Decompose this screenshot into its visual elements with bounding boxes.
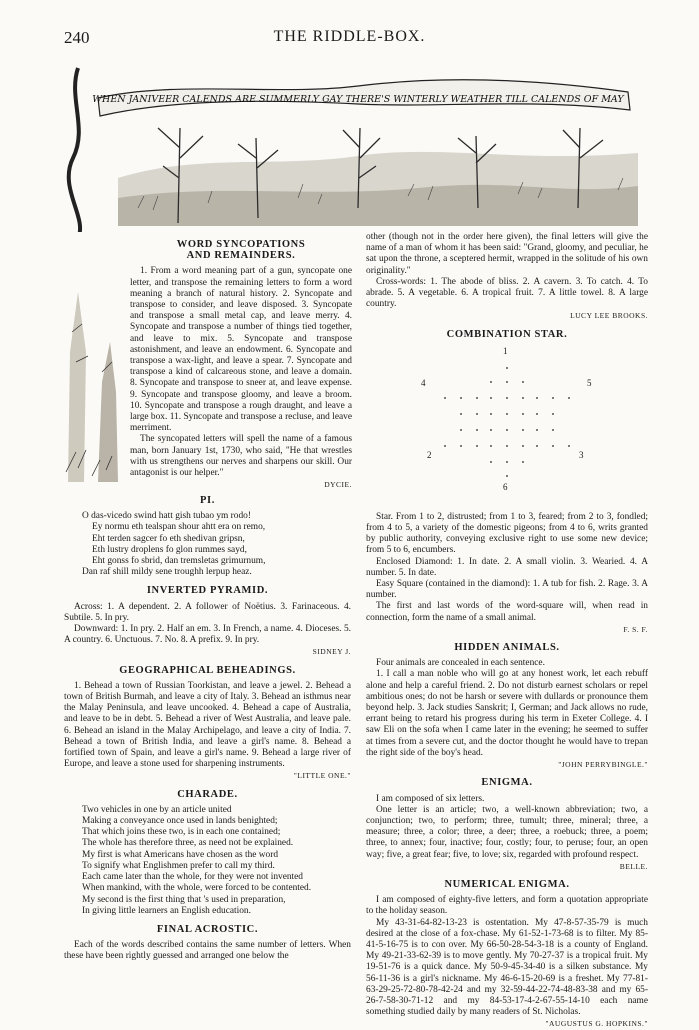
page-number: 240 xyxy=(64,28,90,47)
cross-words-signature: LUCY LEE BROOKS. xyxy=(570,311,648,321)
combination-star-signature: F. S. F. xyxy=(623,624,648,634)
final-acrostic-title: FINAL ACROSTIC. xyxy=(156,923,259,935)
hidden-animals-title: HIDDEN ANIMALS. xyxy=(454,642,560,654)
enigma-body: One letter is an article; two, a well-known abbreviation; two, a conjunction; two, to perform; three, tumult; three, mineral; three, a measure; three, a color; three, a deer; three, a roebuck; three, a poem; three, to annex; four, inactive; four, costly; four, to peruse; four, an open way; five, a great fear; five, to love; six, regarded with profound respect. xyxy=(366,804,648,860)
geographical-beheadings-signature: "LITTLE ONE." xyxy=(293,771,351,781)
star-number-4: 4 xyxy=(421,377,426,388)
enigma-title: ENIGMA. xyxy=(481,777,533,789)
pi-verse: O das-vicedo swind hatt gish tubao ym rodo! Ey normu eth tealspan shour ahtt era on remo, Eht terden sagcer fo eth shedivan gripsn, Eth lustry droplens fo glon rummes sayd, Eht gonss fo sbrid, dan tremsletas grimurnum, Dan raf shill mildy sene troughh lerpup heaz. xyxy=(82,511,266,578)
final-acrostic-body: Each of the words described contains the same number of letters. When these have been rightly guessed and arranged one below the xyxy=(64,940,351,962)
word-syncopations-signature: DYCIE. xyxy=(324,480,352,490)
left-column xyxy=(130,232,352,490)
final-acrostic-continued: other (though not in the order here given), the final letters will give the name of a man of whom it has been said: "Grand, gloomy, and peculiar, he sat upon the throne, a sceptered hermit, wrapped in the solitude of his own originality." xyxy=(366,232,648,276)
numerical-enigma-intro: I am composed of eighty-five letters, and form a quotation appropriate to the holiday season. xyxy=(366,895,648,917)
enigma-signature: BELLE. xyxy=(619,861,648,871)
star-number-5: 5 xyxy=(587,377,592,388)
figures-illustration xyxy=(58,232,126,482)
inverted-pyramid-title: INVERTED PYRAMID. xyxy=(146,585,269,597)
combination-star-diamond: Enclosed Diamond: 1. In date. 2. A small violin. 3. Wearied. 4. A number. 5. In date. xyxy=(366,556,648,578)
word-syncopations-title: WORD SYNCOPATIONS AND REMAINDERS. xyxy=(176,239,306,262)
ribbon-text: WHEN JANIVEER CALENDS ARE SUMMERLY GAY THERE'S WINTERLY WEATHER TILL CALENDS OF MAY xyxy=(92,94,624,105)
winter-landscape-illustration xyxy=(58,58,648,238)
star-number-3: 3 xyxy=(579,449,584,460)
combination-star-figure xyxy=(417,346,597,506)
hidden-animals-signature: "JOHN PERRYBINGLE." xyxy=(558,760,648,770)
inverted-pyramid-signature: SIDNEY J. xyxy=(312,647,351,657)
charade-verse: Two vehicles in one by an article united Making a conveyance once used in lands benighted; That which joins these two, is in each one contained; The whole has therefore three, as need not be explained. My first is what Americans have chosen as the word To signify what Englishmen prefer to call my third. Each came later than the whole, for they were not invented When mankind, with the whole, were forced to be contented. My second is the first thing that 's used in preparation, In giving little learners an English education. xyxy=(82,804,312,916)
combination-star-title: COMBINATION STAR. xyxy=(446,328,568,340)
right-column xyxy=(366,232,648,1030)
inverted-pyramid-across: Across: 1. A dependent. 2. A follower of Noëtius. 3. Farinaceous. 4. Subtile. 5. In pry. xyxy=(64,601,351,623)
combination-star-star: Star. From 1 to 2, distrusted; from 1 to 3, feared; from 2 to 3, fondled; from 4 to 5, a variety of the domestic pigeons; from 4 to 6, writs granted by public authority, conveying exclusive right to use some new device; from 5 to 6, encumbers. xyxy=(366,511,648,556)
star-number-1: 1 xyxy=(503,345,508,356)
combination-star-square: Easy Square (contained in the diamond): 1. A tub for fish. 2. Rage. 3. A number. xyxy=(366,579,648,601)
geographical-beheadings-title: GEOGRAPHICAL BEHEADINGS. xyxy=(119,664,296,676)
numerical-enigma-title: NUMERICAL ENIGMA. xyxy=(444,878,570,890)
inverted-pyramid-downward: Downward: 1. In pry. 2. Half an em. 3. In French, a name. 4. Dioceses. 5. A country. 6. Unctuous. 7. No. 8. A prefix. 9. In pry. xyxy=(64,624,351,646)
enigma-intro: I am composed of six letters. xyxy=(376,793,485,804)
star-number-6: 6 xyxy=(503,481,508,492)
word-syncopations-body2: The syncopated letters will spell the name of a famous man, born January 1st, 1730, who said, "He that wrestles with us strengthens our nerves and sharpens our skill. Our antagonist is our helper." xyxy=(130,434,352,479)
hidden-animals-body: 1. I call a man noble who will go at any honest work, let each rebuff alone and help a careful friend. 2. Do not disturb earnest scholars or repel ambitious ones; do not be harsh or severe with dullards or pronounce them beyond help. 3. Jack studies Sanskrit; I, German; and Jack allows no rude, errant being to retard his progress during his term in Exeter College. 4. I saw Eli on the sofa when I came later in the evening; he seemed to suffer at times from a severe cut, and the doctor thought he would have to trepan the right side of the boy's head. xyxy=(366,669,648,758)
cross-words: Cross-words: 1. The abode of bliss. 2. A cavern. 3. To catch. 4. To abrade. 5. A vegetable. 6. A tropical fruit. 7. A little towel. 8. A large country. xyxy=(366,276,648,310)
charade-title: CHARADE. xyxy=(177,788,238,800)
running-title: THE RIDDLE-BOX. xyxy=(273,28,426,45)
geographical-beheadings-body: 1. Behead a town of Russian Toorkistan, and leave a jewel. 2. Behead a town of British Burmah, and leave a city of Italy. 3. Behead an isthmus near the Malay Peninsula, and leave uncooked. 4. Behead a cape of Australia, and leave to be in debt. 5. Behead a river of West Australia, and leave pale. 6. Behead an island in the Malay Archipelago, and leave a city of India. 7. Behead a town of British India, and leave a girl's name. 8. Behead a fortified town of Spain, and leave a girl's name. 9. Behead a large river of Europe, and leave a stone used for sharpening instruments. xyxy=(64,680,351,770)
star-number-2: 2 xyxy=(427,449,432,460)
pi-title: PI. xyxy=(200,495,215,506)
combination-star-final: The first and last words of the word-square will, when read in connection, form the name of a small animal. xyxy=(366,601,648,623)
left-column-lower xyxy=(64,488,351,963)
numerical-enigma-signature: "AUGUSTUS G. HOPKINS." xyxy=(545,1019,648,1029)
word-syncopations-body: 1. From a word meaning part of a gun, syncopate one letter, and transpose the remaining letters to form a word meaning a branch of natural history. 2. Syncopate and transpose to consider, and leave disposed. 3. Syncopate and transpose a small metal cap, and leave merry. 4. Syncopate and transpose a number of things tied together, and leave to mix. 5. Syncopate and transpose astonishment, and leave an endowment. 6. Syncopate and transpose a wax-light, and leave a spear. 7. Syncopate and transpose a kind of calcareous stone, and leave a domain. 8. Syncopate and transpose to sneer at, and leave expense. 9. Syncopate and transpose gloomy, and leave a broom. 10. Syncopate and transpose a rough draught, and leave a large box. 11. Syncopate and transpose a recluse, and leave merriment. xyxy=(130,266,352,434)
numerical-enigma-body: My 43-31-64-82-13-23 is ostentation. My 47-8-57-35-79 is much desired at the close of a fox-chase. My 61-52-1-73-68 is to filter. My 85-41-5-16-75 is to con over. My 66-50-28-54-3-18 is a county of England. My 49-21-33-62-39 is to move gently. My 70-27-37 is a tropical fruit. My 19-51-76 is a quick dance. My 50-9-45-34-40 is a silken substance. My 56-11-36 is a girl's nickname. My 46-6-15-20-69 is a freshet. My 77-81-63-29-25-72-80-78-42-24 and my 32-59-44-22-74-48-83-38 and my 65-26-7-58-30-71-12 and my 84-53-17-4-2-67-55-14-10 each name something studied daily by many readers of St. Nicholas. xyxy=(366,917,648,1018)
hidden-animals-intro: Four animals are concealed in each sentence. xyxy=(376,658,545,669)
